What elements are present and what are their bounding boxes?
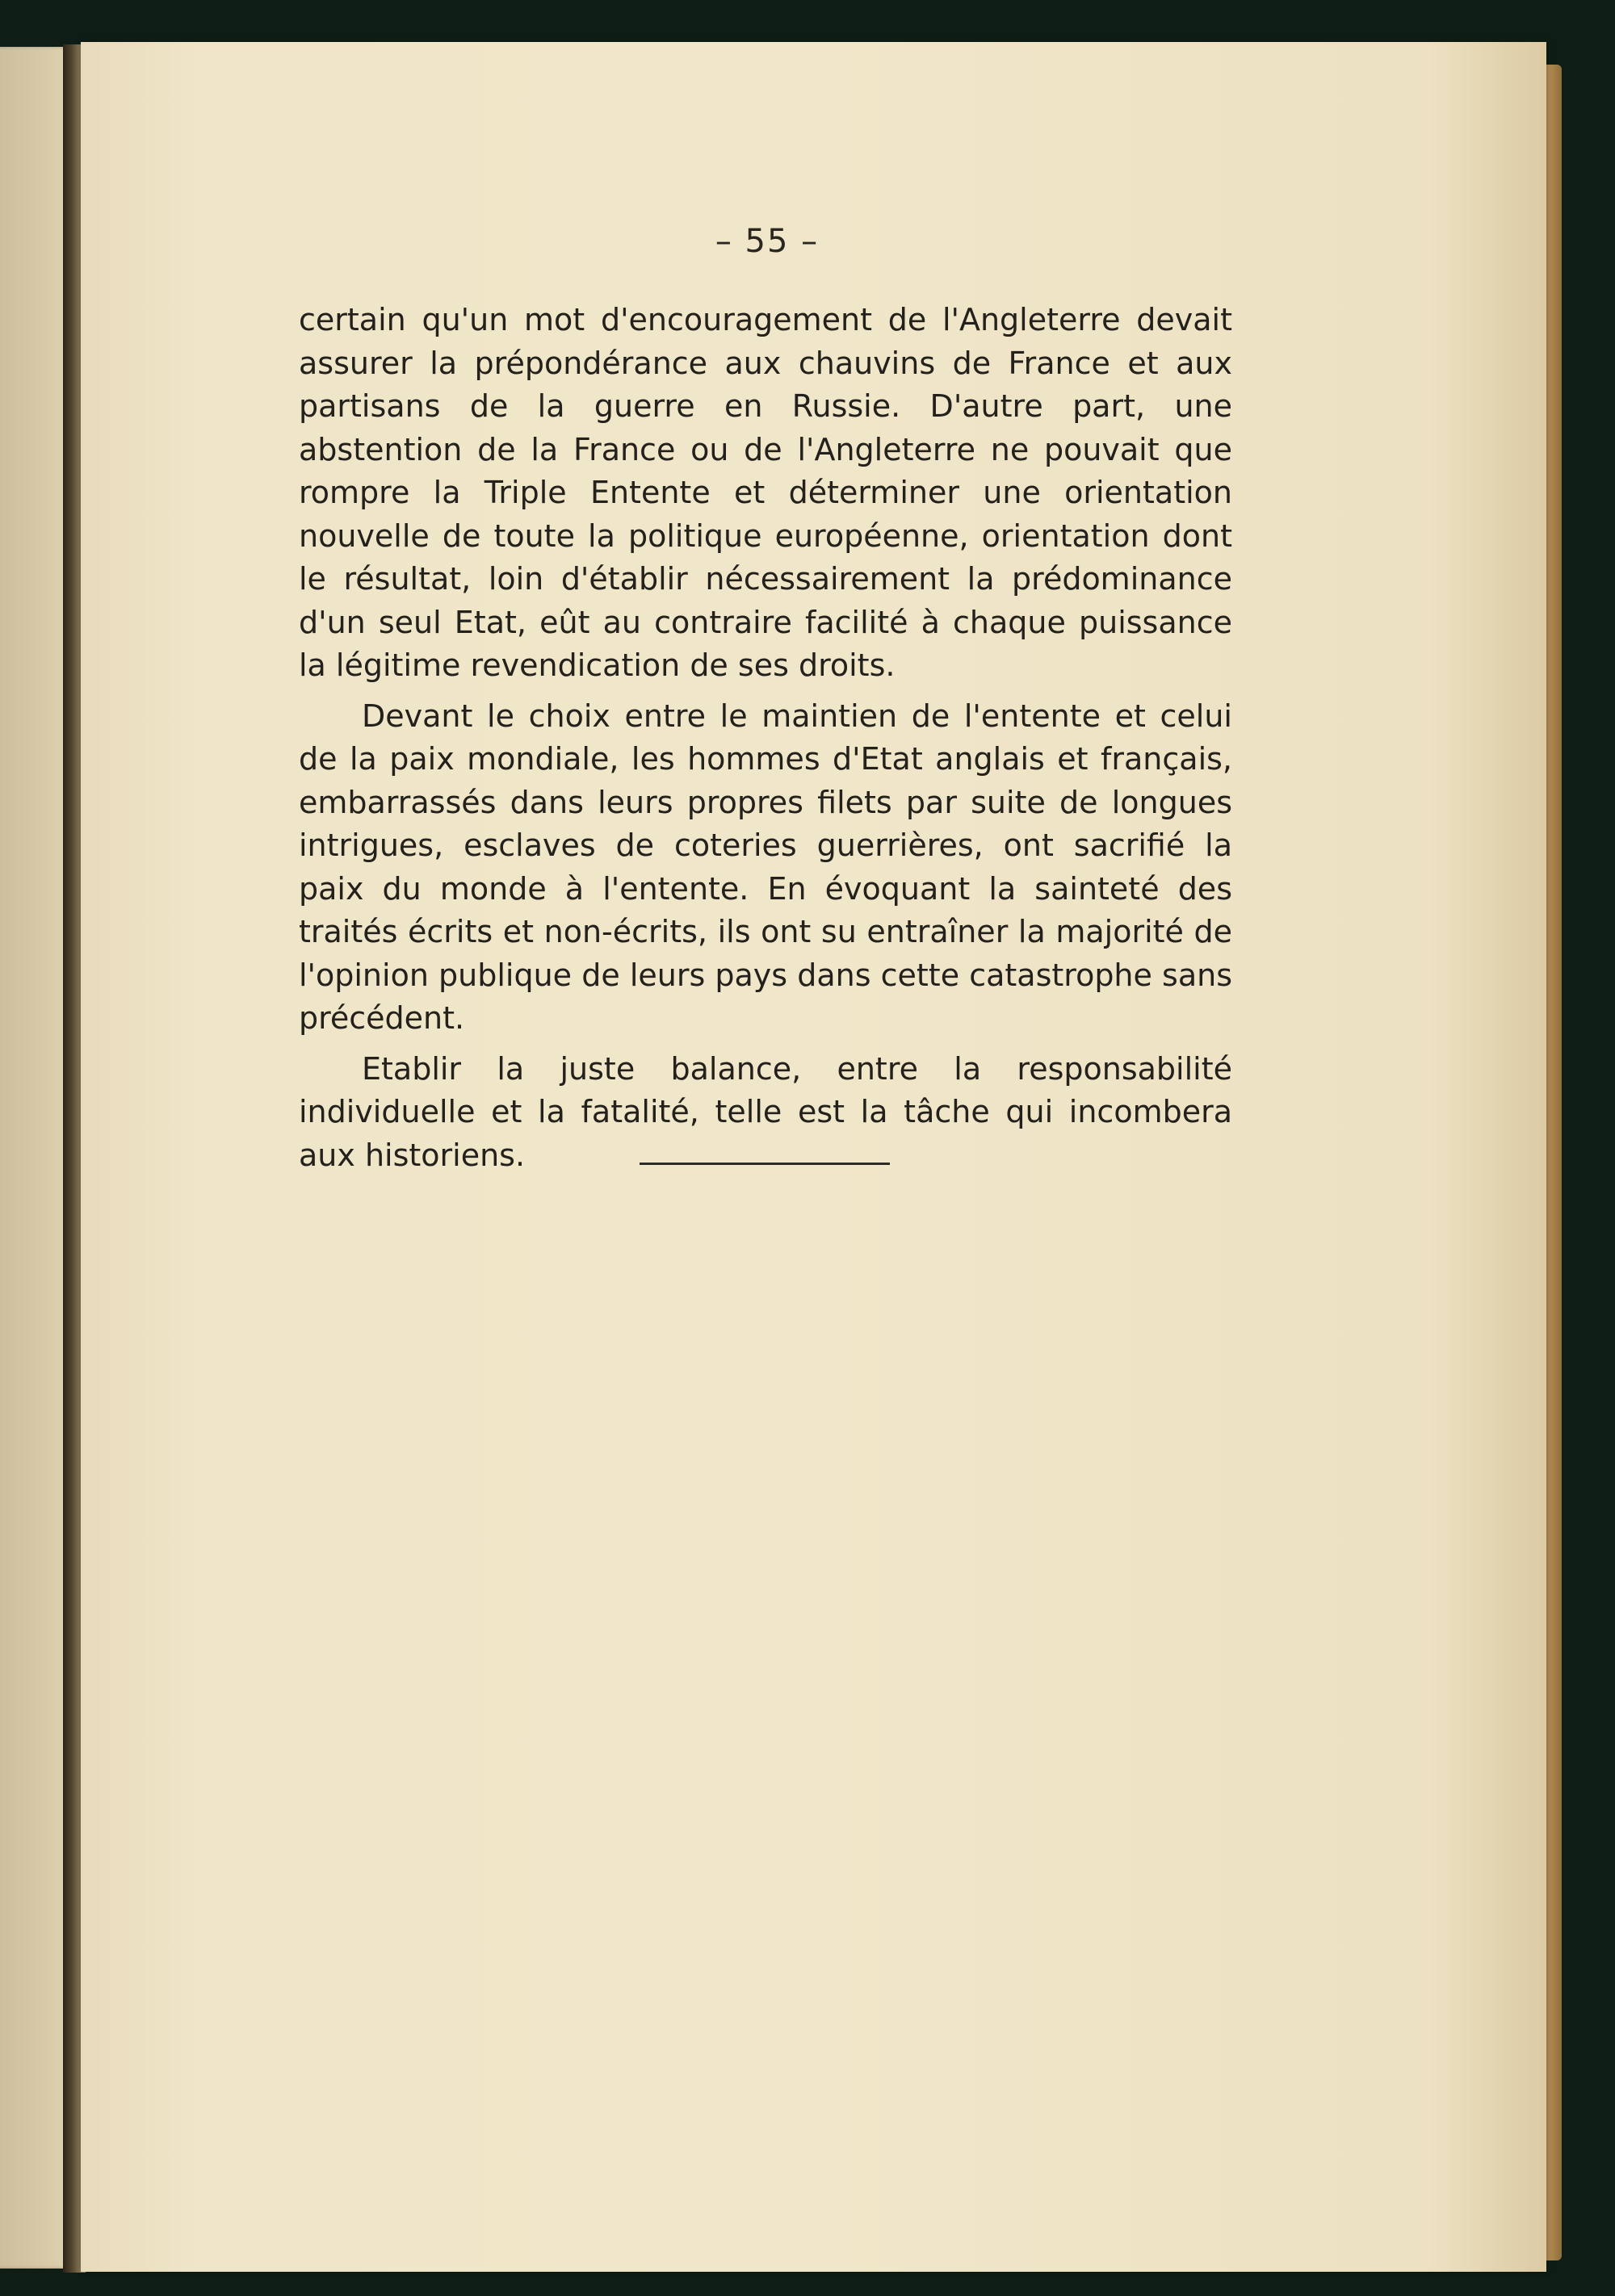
page-number: – 55 – (715, 223, 820, 260)
paragraph-3: Etablir la juste balance, entre la responsabilité individuelle et la fatalité, telle est la tâche qui incombera aux historiens. (299, 1050, 1232, 1173)
body-text (299, 299, 1232, 1184)
paragraph-1: certain qu'un mot d'encouragement de l'Angleterre devait assurer la prépondérance aux chauvins de France et aux partisans de la guerre en Russie. D'autre part, une abstention de la France ou de l'Angleterre ne pouvait que rompre la Triple Entente et déterminer une orientation nouvelle de toute la politique européenne, orientation dont le résultat, loin d'établir nécessairement la prédominance d'un seul Etat, eût au contraire facilité à chaque puissance la légitime revendication de ses droits. (299, 302, 1232, 683)
paragraph-2: Devant le choix entre le maintien de l'entente et celui de la paix mondiale, les hommes d'Etat anglais et français, embarrassés dans leurs propres filets par suite de longues intrigues, esclaves de coteries guerrières, ont sacrifié la paix du monde à l'entente. En évoquant la sainteté des traités écrits et non-écrits, ils ont su entraîner la majorité de l'opinion publique de leurs pays dans cette catastrophe sans précédent. (299, 698, 1232, 1036)
end-rule (640, 1163, 890, 1165)
